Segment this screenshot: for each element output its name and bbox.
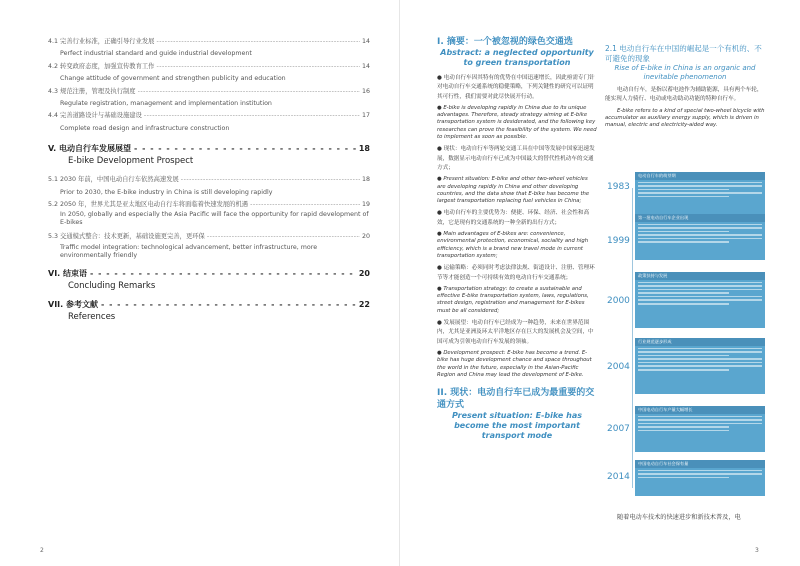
chapter-page: 18 (358, 144, 370, 154)
toc-chapter-v[interactable] (48, 143, 370, 166)
ebike-history-timeline (605, 173, 765, 490)
subsection-title-en: Rise of E-bike in China is an organic and inevitable phenomenon (614, 64, 756, 81)
timeline-axis (632, 188, 633, 488)
chapter-title-en: Concluding Remarks (68, 280, 156, 291)
toc-entry[interactable]: 5.1 2030 年前，中国电动自行车依然高速发展 ----- 18 (48, 174, 370, 186)
toc-entry-en: Traffic model integration: technological advancement, better infrastructure, more environmentally friendly (60, 243, 318, 259)
section-title-en: Present situation: E-bike has become the most important transport mode (452, 411, 582, 441)
paragraph-en: ● Transportation strategy: to create a sustainable and effective E-bike transportation system, laws, regulations, street design, registration and management for E-bikes must be all considered; (437, 286, 597, 315)
table-of-contents (48, 36, 370, 322)
toc-entry-en: Complete road design and infrastructure construction (60, 124, 230, 132)
paragraph-en: ● E-bike is developing rapidly in China due to its unique advantages. Therefore, steady strategy aiming at E-bike transportation system is desiderated, and the following key researches can prove the feasibility of the system. We need to implement as soon as possible. (437, 105, 597, 141)
timeline-card (635, 406, 765, 452)
paragraph-cn: ● 运输策略：必须同时考虑法律法规、街道设计、注册、管理环节等才能创造一个可持续有效的电动自行车交通系统； (437, 264, 597, 283)
page-number: 3 (755, 547, 759, 554)
page-number: 2 (40, 547, 44, 554)
paragraph-en: ● Main advantages of E-bikes are: convenience, environmental protection, economical, sociality and high efficiency, which is a brand new travel mode in current transportation system; (437, 231, 597, 260)
chapter-page: 20 (358, 268, 370, 278)
chapter-page: 22 (358, 299, 370, 309)
timeline-year: 2004 (607, 362, 630, 372)
timeline-card-header: 第一批电动自行车企业出现 (635, 214, 765, 222)
timeline-year: 1999 (607, 236, 630, 246)
paragraph-en: ● Development prospect: E-bike has become a trend. E-bike has huge development chance and space throughout the world in the future, especially in the Asian-Pacific Region and China may lead the development of E-bike. (437, 350, 597, 379)
chapter-title-en: References (68, 311, 116, 322)
toc-entry[interactable]: 4.4 完善道路设计与基础设施建设 ----- 17 (48, 110, 370, 122)
paragraph-cn: 电动自行车，是指以蓄电池作为辅助能源，具有两个车轮，能实现人力骑行、电动或电动助动功能的特种自行车。 (605, 87, 763, 103)
continuation-text: 随着电动车技术的快速进步和新技术普及，电 (617, 514, 741, 521)
timeline-card (635, 214, 765, 260)
timeline-card-header: 行业规范逐步形成 (635, 338, 765, 346)
timeline-year: 2014 (607, 472, 630, 482)
timeline-card-header: 政策扶持与发展 (635, 272, 765, 280)
toc-subsection-group-4 (48, 36, 370, 135)
chapter-title-cn: VII. 参考文献 (48, 299, 98, 309)
timeline-card (635, 338, 765, 394)
timeline-card-header: 电动自行车的萌芽期 (635, 172, 765, 180)
section-2-1-column (605, 44, 765, 129)
paragraph-cn: ● 电动自行车的主要优势为：便捷、环保、经济、社会性和高效，它是现有的交通系统的一种全新的出行方式； (437, 209, 597, 228)
abstract-column (437, 36, 597, 441)
toc-chapter-vi[interactable] (48, 268, 370, 291)
toc-entry[interactable]: 5.3 交通模式整合：技术更新，基础设施更完善，更环保 ----- 20 (48, 231, 370, 243)
toc-entry-en: Prior to 2030, the E-bike industry in China is still developing rapidly (60, 188, 273, 196)
paragraph-cn: ● 发展展望：电动自行车已经成为一种趋势，未来在世界范围内，尤其是亚洲及环太平洋地区存在巨大的发展机会及空间，中国可成为引领电动自行车发展的领袖。 (437, 319, 597, 347)
timeline-card (635, 172, 765, 214)
toc-entry-en: Change attitude of government and strengthen publicity and education (60, 75, 286, 83)
timeline-year: 1983 (607, 182, 630, 192)
toc-entry[interactable]: 4.1 完善行业标准，正确引导行业发展 ----- 14 (48, 36, 370, 48)
timeline-year: 2000 (607, 296, 630, 306)
toc-entry[interactable]: 5.2 2050 年，世界尤其是亚太地区电动自行车将面临着快速发展的机遇 ----- 19 (48, 199, 370, 211)
timeline-year: 2007 (607, 424, 630, 434)
timeline-card (635, 460, 765, 496)
section-title-cn: II. 现状：电动自行车已成为最重要的交通方式 (437, 388, 595, 411)
timeline-card (635, 272, 765, 328)
toc-entry-en: Perfect industrial standard and guide industrial development (60, 50, 252, 58)
toc-entry[interactable]: 4.3 规范注册，管理及执行制度 ----- 16 (48, 86, 370, 98)
timeline-card-header: 中国电动自行车社会保有量 (635, 460, 765, 468)
chapter-title-cn: V. 电动自行车发展展望 (48, 144, 131, 154)
chapter-title-en: E-bike Development Prospect (68, 156, 194, 167)
toc-chapter-vii[interactable] (48, 299, 370, 322)
timeline-card-header: 中国电动自行车产量大幅增长 (635, 406, 765, 414)
subsection-title-cn: 2.1 电动自行车在中国的崛起是一个有机的、不可避免的现象 (605, 44, 762, 63)
toc-entry[interactable]: 4.2 转变政府态度，加强宣传教育工作 ----- 14 (48, 61, 370, 73)
paragraph-en: ● Present situation: E-bike and other two-wheel vehicles are developing rapidly in China and other developing countries, and the data show that E-bike has become the largest transportation replacing fuel vehicles in China; (437, 176, 597, 205)
paragraph-cn: ● 现状：电动自行车等两轮交通工具在中国等发展中国家迅速发展，数据显示电动自行车已成为中国最大的替代性机动车的交通方式； (437, 145, 597, 173)
paragraph-cn: ● 电动自行车因其特有的优势在中国迅速增长，因此亟需专门针对电动自行车交通系统的稳健策略，下列关键性的研究可以证明其可行性，我们需要对此尽快展开行动。 (437, 74, 597, 102)
section-title-cn: I. 摘要：一个被忽视的绿色交通选 (437, 37, 573, 47)
toc-entry-en: Regulate registration, management and implementation institution (60, 100, 272, 108)
toc-entry-en: In 2050, globally and especially the Asia Pacific will face the opportunity for rapid development of E-bikes (60, 211, 369, 227)
paragraph-en: E-bike refers to a kind of special two-wheel bicycle with accumulator as auxiliary energy supply, which is driven in manual, electric and electricity-aided way. (605, 107, 765, 129)
chapter-title-cn: VI. 结束语 (48, 268, 87, 278)
section-title-en: Abstract: a neglected opportunity to green transportation (440, 48, 594, 67)
toc-subsection-group-5 (48, 174, 370, 260)
